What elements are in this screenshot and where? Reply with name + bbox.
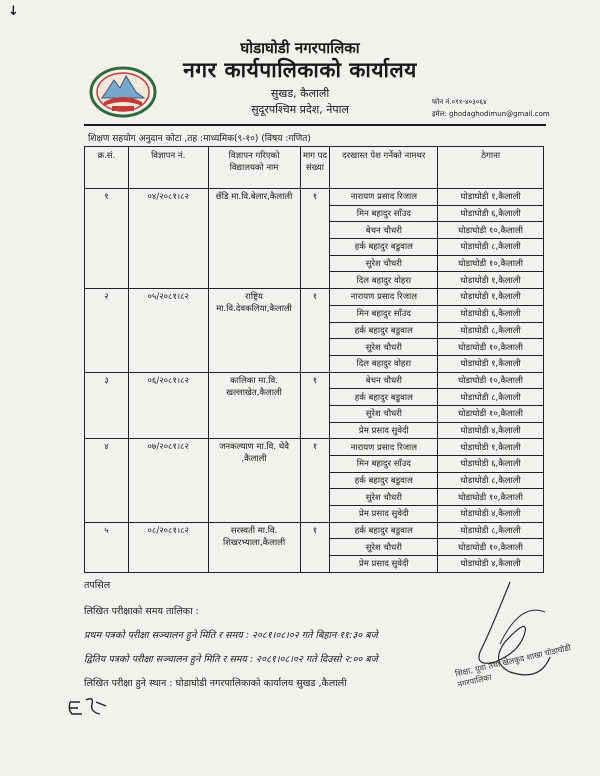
serial-cell: २ xyxy=(85,289,129,372)
serial-cell: ४ xyxy=(85,439,129,522)
applicant-address-cell: घोडाघोडी ४,कैलाली xyxy=(438,422,544,439)
province-country: सुदूरपश्चिम प्रदेश, नेपाल xyxy=(251,103,349,116)
table-row xyxy=(85,522,544,539)
ad-number-cell: ०८/२०८१।८२ xyxy=(128,522,208,572)
applicant-address-cell: घोडाघोडी ८,कैलाली xyxy=(438,322,544,339)
header-school: विज्ञापन गरिएको विद्यालयको नाम xyxy=(208,147,300,189)
applicant-address-cell: घोडाघोडी ६,कैलाली xyxy=(438,305,544,322)
serial-cell: ५ xyxy=(85,522,129,572)
school-cell: राष्ट्रिय मा.वि.देवकलिया,कैलाली xyxy=(208,289,300,372)
ad-number-cell: ०६/२०८१।८२ xyxy=(128,372,208,439)
applicant-name-cell: नारायण प्रसाद रिजाल xyxy=(330,189,438,206)
school-cell: कालिका मा.वि. खल्लाखेत,कैलाली xyxy=(208,372,300,439)
applicant-address-cell: घोडाघोडी ४,कैलाली xyxy=(438,556,544,573)
table-row xyxy=(85,189,544,206)
applicant-name-cell: दिल बहादुर वोहरा xyxy=(330,355,438,372)
contact-block xyxy=(432,96,550,120)
applicant-address-cell: घोडाघोडी १,कैलाली xyxy=(438,355,544,372)
applicant-address-cell: घोडाघोडी ६,कैलाली xyxy=(438,205,544,222)
phone-number: फोन नं.०९१-४०३०६४ xyxy=(432,98,487,106)
posts-cell: १ xyxy=(300,439,330,522)
applicant-name-cell: हर्क बहादुर बडुवाल xyxy=(330,522,438,539)
applicant-name-cell: प्रेम प्रसाद सुवेदी xyxy=(330,506,438,523)
applicant-name-cell: सुरेश चौधरी xyxy=(330,405,438,422)
applicant-name-cell: नारायण प्रसाद रिजाल xyxy=(330,289,438,306)
applicant-address-cell: घोडाघोडी १,कैलाली xyxy=(438,289,544,306)
header-serial: क्र.सं. xyxy=(85,147,129,189)
applicant-address-cell: घोडाघोडी ४,कैलाली xyxy=(438,506,544,523)
applicant-address-cell: घोडाघोडी १०,कैलाली xyxy=(438,372,544,389)
applicant-address-cell: घोडाघोडी ८,कैलाली xyxy=(438,389,544,406)
header-divider xyxy=(84,124,546,126)
applicant-address-cell: घोडाघोडी १०,कैलाली xyxy=(438,222,544,239)
applicant-address-cell: घोडाघोडी १०,कैलाली xyxy=(438,339,544,356)
applicant-name-cell: हर्क बहादुर बडुवाल xyxy=(330,389,438,406)
applicant-address-cell: घोडाघोडी १०,कैलाली xyxy=(438,405,544,422)
table-caption: शिक्षण सहयोग अनुदान कोटा ,तह :माध्यमिक(९-१०) (विषय :गणित) xyxy=(88,134,311,144)
applicant-address-cell: घोडाघोडी ८,कैलाली xyxy=(438,472,544,489)
applicant-address-cell: घोडाघोडी ६,कैलाली xyxy=(438,456,544,473)
corner-mark: ↓ xyxy=(8,4,19,19)
posts-cell: १ xyxy=(300,372,330,439)
municipality-name: घोडाघोडी नगरपालिका xyxy=(240,39,360,57)
table-row xyxy=(85,289,544,306)
office-stamp: शिक्षा, युवा तथा खेलकुद शाखा घोडाघोडी नगरपालिका xyxy=(454,643,572,690)
email-address: इमेल: ghodaghodimun@gmail.com xyxy=(432,110,550,118)
applicant-name-cell: नारायण प्रसाद रिजाल xyxy=(330,439,438,456)
applicant-name-cell: सुरेश चौधरी xyxy=(330,539,438,556)
applicant-address-cell: घोडाघोडी १०,कैलाली xyxy=(438,539,544,556)
header-posts: माग पद संख्या xyxy=(300,147,330,189)
applicant-address-cell: घोडाघोडी १,कैलाली xyxy=(438,272,544,289)
applicant-name-cell: सुरेश चौधरी xyxy=(330,255,438,272)
table-row xyxy=(85,372,544,389)
nepal-emblem-icon xyxy=(88,62,158,118)
initials-signature xyxy=(66,694,112,720)
applicant-name-cell: प्रेम प्रसाद सुवेदी xyxy=(330,556,438,573)
posts-cell: १ xyxy=(300,189,330,289)
ad-number-cell: ०५/२०८१।८२ xyxy=(128,289,208,372)
serial-cell: १ xyxy=(85,189,129,289)
exam-venue: लिखित परीक्षा हुने स्थान : घोडाघोडी नगरपालिकाको कार्यालय सुखड ,कैलाली xyxy=(84,678,347,689)
school-cell: सरस्वती मा.वि. शिखरभ्याला,कैलाली xyxy=(208,522,300,572)
applicant-name-cell: बेचन चौधरी xyxy=(330,222,438,239)
applicant-address-cell: घोडाघोडी ८,कैलाली xyxy=(438,239,544,256)
applicant-name-cell: हर्क बहादुर बडुवाल xyxy=(330,472,438,489)
header-ad-number: विज्ञापन नं. xyxy=(128,147,208,189)
ad-number-cell: ०४/२०८१।८२ xyxy=(128,189,208,289)
header-applicant: दरखास्त पेश गर्नेको नामथर xyxy=(330,147,438,189)
applicant-address-cell: घोडाघोडी ८,कैलाली xyxy=(438,522,544,539)
posts-cell: १ xyxy=(300,289,330,372)
school-cell: छँडि मा.वि.बेलार,कैलाली xyxy=(208,189,300,289)
applicant-name-cell: मिन बहादुर साँउद xyxy=(330,205,438,222)
paper-one-schedule: प्रथम पत्रको परीक्षा सञ्चालन हुने मिति र समय : २०८१।०८।०२ गते बिहान ११:३० बजे xyxy=(84,630,378,641)
office-title: नगर कार्यपालिकाको कार्यालय xyxy=(183,58,417,82)
header-address: ठेगाना xyxy=(438,147,544,189)
applicant-address-cell: घोडाघोडी १,कैलाली xyxy=(438,439,544,456)
table-row xyxy=(85,439,544,456)
applicant-name-cell: मिन बहादुर साँउद xyxy=(330,305,438,322)
applicant-name-cell: सुरेश चौधरी xyxy=(330,489,438,506)
applicant-name-cell: हर्क बहादुर बडुवाल xyxy=(330,322,438,339)
ad-number-cell: ०७/२०८१।८२ xyxy=(128,439,208,522)
applicant-name-cell: दिल बहादुर वोहरा xyxy=(330,272,438,289)
schedule-label: लिखित परीक्षाको समय तालिका : xyxy=(84,606,199,617)
table-header-row xyxy=(85,147,544,189)
notes-title: तपसिल xyxy=(84,580,111,591)
applicant-name-cell: हर्क बहादुर बडुवाल xyxy=(330,239,438,256)
applicant-name-cell: प्रेम प्रसाद सुवेदी xyxy=(330,422,438,439)
applicant-name-cell: मिन बहादुर साँउद xyxy=(330,456,438,473)
school-cell: जनकल्याण मा.वि. थेवै ,कैलाली xyxy=(208,439,300,522)
applicant-address-cell: घोडाघोडी १०,कैलाली xyxy=(438,255,544,272)
applicant-address-cell: घोडाघोडी १,कैलाली xyxy=(438,189,544,206)
applicant-address-cell: घोडाघोडी १०,कैलाली xyxy=(438,489,544,506)
applicant-name-cell: बेचन चौधरी xyxy=(330,372,438,389)
posts-cell: १ xyxy=(300,522,330,572)
office-location: सुखड, कैलाली xyxy=(270,87,330,100)
serial-cell: ३ xyxy=(85,372,129,439)
paper-two-schedule: द्वितिय पत्रको परीक्षा सञ्चालन हुने मिति र समय : २०८१।०८।०२ गते दिउसो २:०० बजे xyxy=(84,654,378,665)
applicant-name-cell: सुरेश चौधरी xyxy=(330,339,438,356)
applicants-table xyxy=(84,146,544,573)
